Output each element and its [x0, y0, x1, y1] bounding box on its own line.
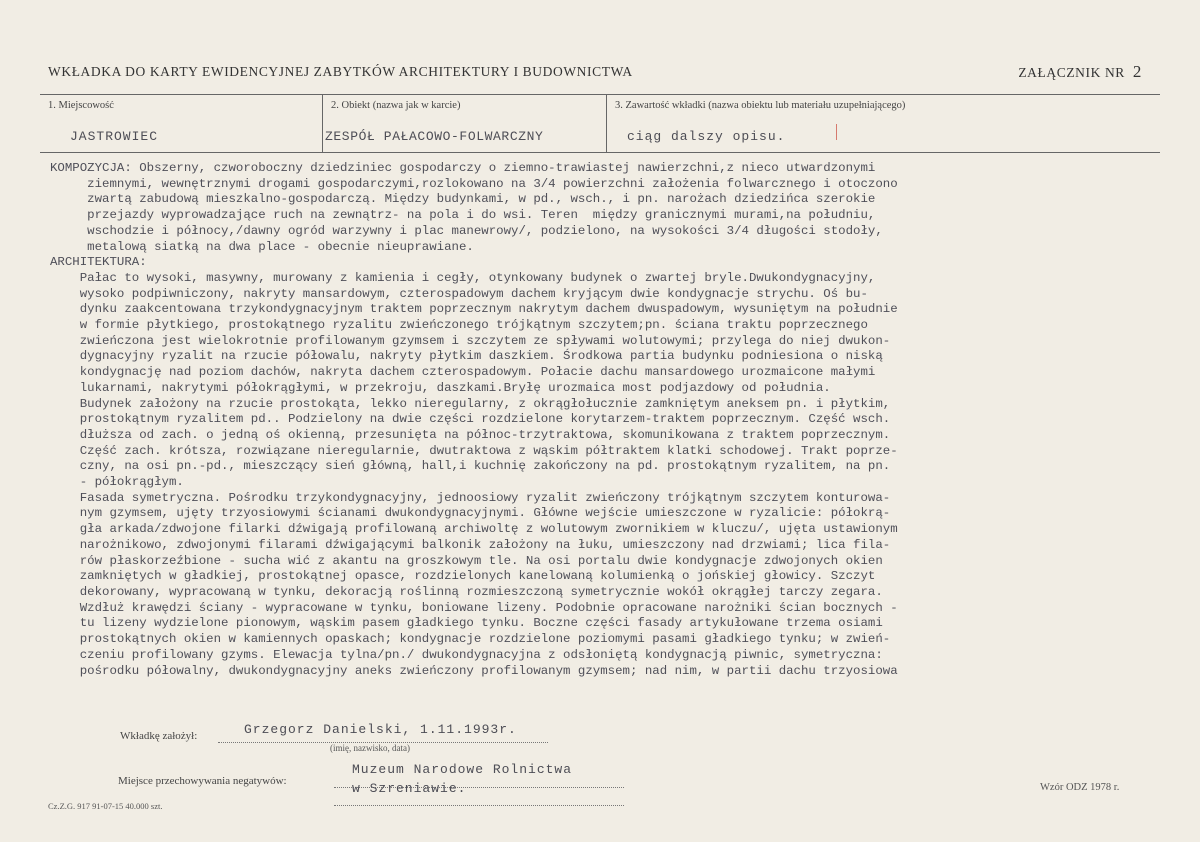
text-line: metalową siatką na dwa place - obecnie nieuprawiane.: [50, 239, 474, 254]
text-line: KOMPOZYCJA: Obszerny, czworoboczny dziedziniec gospodarczy o ziemno-trawiastej nawierzchni,z nieco utwardzonymi: [50, 161, 876, 175]
text-line: dygnacyjny ryzalit na rzucie półowalu, nakryty płytkim daszkiem. Środkowa partia budynku podniesiona o niską: [50, 349, 883, 364]
field-label: 1. Miejscowość: [48, 100, 114, 111]
description-text: [50, 161, 1170, 716]
author-label: Wkładkę założył:: [120, 730, 198, 742]
field-value: ZESPÓŁ PAŁACOWO-FOLWARCZNY: [325, 129, 544, 144]
text-line: w formie płytkiego, prostokątnego ryzalitu zwieńczonego trójkątnym szczytem;pn. ściana traktu poprzecznego: [50, 318, 868, 333]
text-line: ARCHITEKTURA:: [50, 255, 147, 270]
field-locality: [40, 95, 322, 152]
text-line: dekorowany, wypracowaną w tynku, dekoracją roślinną rozmieszczoną symetrycznie wokół okrągłej tarczy zegara.: [50, 584, 883, 599]
field-object: [322, 95, 607, 152]
red-pencil-mark: [836, 124, 837, 140]
text-line: czny, na osi pn.-pd., mieszczący sień główną, hall,i kuchnię zakończony na pd. prostokątnym ryzalitem, na pn.: [50, 459, 891, 474]
print-code: Cz.Z.G. 917 91-07-15 40.000 szt.: [48, 801, 163, 811]
text-line: - półokrągłym.: [50, 475, 184, 490]
text-line: wysoko podpiwniczony, nakryty mansardowym, czterospadowym dachem kryjącym dwie kondygnacje strychu. Oś bu-: [50, 286, 868, 301]
annex-number: [1018, 62, 1142, 82]
text-line: lukarnami, nakrytymi półokrągłymi, w przekroju, daszkami.Bryłę urozmaica most podjazdowy od południa.: [50, 380, 831, 395]
text-line: prostokątnych okien w kamiennych opaskach; kondygnacje rozdzielone poziomymi pasami gładkiego tynku; w zwień-: [50, 632, 891, 647]
text-line: ziemnymi, wewnętrznymi drogami gospodarczymi,rozlokowano na 3/4 powierzchni założenia folwarcznego i otoczono: [50, 176, 898, 191]
text-line: pośrodku półowalny, dwukondygnacyjny aneks zwieńczony profilowanym gzymsem; nad nim, w partii dachu trzyosiowa: [50, 663, 898, 678]
text-line: zamkniętych w gładkiej, prostokątnej opasce, rozdzielonych kanelowaną kolumienką o jońskiej głowicy. Szczyt: [50, 569, 876, 584]
text-line: tu lizeny wydzielone pionowym, wąskim pasem gładkiego tynku. Boczne części fasady artykułowane trzema osiami: [50, 616, 883, 631]
storage-value-line-2: w Szreniawie.: [352, 781, 467, 796]
text-line: Pałac to wysoki, masywny, murowany z kamienia i cegły, otynkowany budynek o zwartej bryle.Dwukondygnacyjny,: [50, 270, 876, 285]
text-line: Fasada symetryczna. Pośrodku trzykondygnacyjny, jednoosiowy ryzalit zwieńczony trójkątnym szczytem konturowa-: [50, 490, 891, 505]
author-hint: (imię, nazwisko, data): [330, 743, 410, 753]
annex-value: 2: [1132, 62, 1142, 81]
annex-label: ZAŁĄCZNIK NR: [1018, 65, 1125, 80]
form-model: Wzór ODZ 1978 r.: [1040, 782, 1120, 793]
field-content: [606, 95, 1160, 152]
text-line: zwartą zabudową mieszkalno-gospodarczą. Między budynkami, w pd., wsch., i pn. narożach dziedzińca szerokie: [50, 192, 876, 207]
author-value: Grzegorz Danielski, 1.11.1993r.: [244, 722, 517, 737]
text-line: gła arkada/zdwojone filarki dźwigają profilowaną archiwoltę z wolutowym zwornikiem w kluczu/, ujęta ustawionym: [50, 522, 898, 537]
text-line: rów płaskorzeźbione - sucha wić z akantu na groszkowym tle. Na osi portalu dwie kondygnacje zdwojonych okien: [50, 553, 883, 568]
form-title: WKŁADKA DO KARTY EWIDENCYJNEJ ZABYTKÓW ARCHITEKTURY I BUDOWNICTWA: [48, 64, 633, 79]
text-line: Część zach. krótsza, rozwiązane nieregularnie, dwutraktowa z wąskim półtraktem klatki schodowej. Trakt poprze-: [50, 443, 898, 458]
field-row: [40, 95, 1160, 153]
storage-dotted-line-2: [334, 805, 624, 806]
text-line: czeniu profilowany gzyms. Elewacja tylna/pn./ dwukondygnacyjna z odsłoniętą kondygnacją piwnic, symetryczna:: [50, 647, 883, 662]
text-line: Budynek założony na rzucie prostokąta, lekko nieregularny, z okrągłołucznie zamkniętym aneksem pn. i płytkim,: [50, 396, 891, 411]
storage-value-line-1: Muzeum Narodowe Rolnictwa: [352, 762, 573, 777]
storage-label: Miejsce przechowywania negatywów:: [118, 775, 287, 787]
text-line: narożnikowo, zdwojonymi filarami dźwigającymi balkonik założony na łuku, umieszczony nad drzwiami; lica fila-: [50, 537, 891, 552]
text-line: dynku zaakcentowana trzykondygnacyjnym traktem poprzecznym nakrytym dachem dwuspadowym, wysuniętym na południe: [50, 302, 898, 317]
field-label: 2. Obiekt (nazwa jak w karcie): [331, 100, 461, 111]
field-value: JASTROWIEC: [70, 129, 159, 144]
text-line: dłuższa od zach. o jedną oś okienną, przesunięta na północ-trzytraktowa, skomunikowana z traktem poprzecznym.: [50, 427, 891, 442]
text-line: przejazdy wyprowadzające ruch na zewnątrz- na pola i do wsi. Teren między granicznymi murami,na południu,: [50, 208, 876, 223]
text-line: prostokątnym ryzalitem pd.. Podzielony na dwie części rozdzielone korytarzem-traktem poprzecznym. Część wsch.: [50, 412, 891, 427]
text-line: Wzdłuż krawędzi ściany - wypracowane w tynku, boniowane lizeny. Podobnie opracowane narożniki ścian bocznych -: [50, 600, 898, 615]
text-line: kondygnację nad poziom dachów, nakryta dachem czterospadowym. Połacie dachu mansardowego urozmaicone małymi: [50, 365, 876, 380]
text-line: nym gzymsem, ujęty trzyosiowymi ścianami dwukondygnacyjnymi. Główne wejście umieszczone w ryzalicie: półokrą-: [50, 506, 891, 521]
field-value: ciąg dalszy opisu.: [627, 129, 786, 144]
text-line: wschodzie i północy,/dawny ogród warzywny i plac manewrowy/, podzielono, na wysokości 3/4 długości stodoły,: [50, 223, 883, 238]
text-line: zwieńczona jest wielokrotnie profilowanym gzymsem i szczytem ze spływami wolutowymi; przylega do niej dwukon-: [50, 333, 891, 348]
field-label: 3. Zawartość wkładki (nazwa obiektu lub materiału uzupełniającego): [615, 100, 906, 111]
